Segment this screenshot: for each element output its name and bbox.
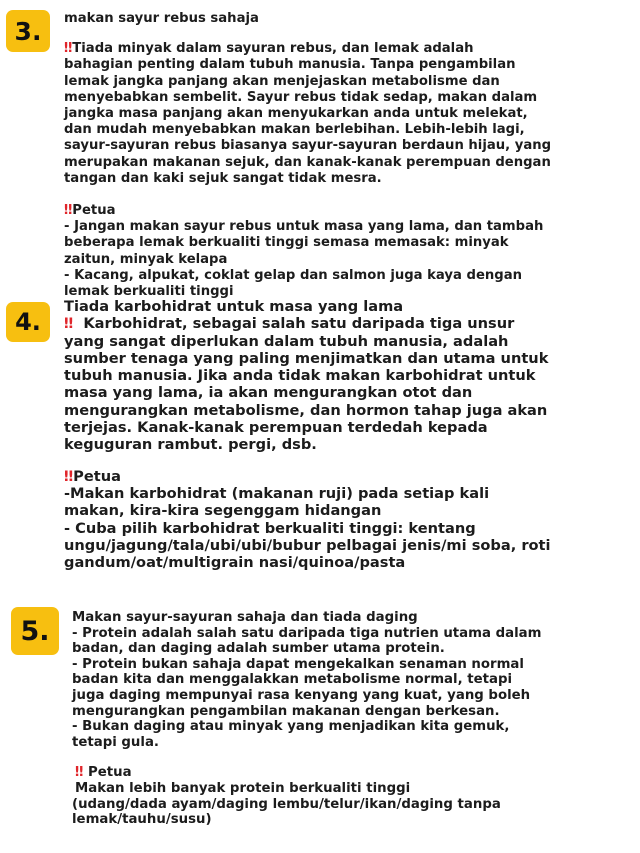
paragraph-line: lemak jangka panjang akan menjejaskan metabolisme dan <box>64 73 500 89</box>
section-3 <box>64 11 551 300</box>
paragraph-line: menyebabkan sembelit. Sayur rebus tidak sedap, makan dalam <box>64 89 538 105</box>
tip-line: zaitun, minyak kelapa <box>64 251 228 267</box>
tip-line: Makan lebih banyak protein berkualiti tinggi <box>75 780 411 796</box>
tip-line: - Kacang, alpukat, coklat gelap dan salmon juga kaya dengan <box>64 267 523 283</box>
paragraph-line: - Protein bukan sahaja dapat mengekalkan senaman normal <box>72 656 524 672</box>
paragraph-line: dan mudah menyebabkan makan berlebihan. Lebih-lebih lagi, <box>64 122 525 138</box>
section-title: Tiada karbohidrat untuk masa yang lama <box>64 298 404 315</box>
paragraph-line: juga daging mempunyai rasa kenyang yang kuat, yang boleh <box>72 687 531 703</box>
tip-heading: ‼ Petua <box>75 765 132 781</box>
tip-line: ungu/jagung/tala/ubi/ubi/bubur pelbagai jenis/mi soba, roti <box>64 536 551 554</box>
section-number-badge: 4. <box>6 302 50 342</box>
double-exclamation-icon: ‼ <box>64 467 72 485</box>
double-exclamation-icon: ‼ <box>75 765 82 781</box>
double-exclamation-icon: ‼ <box>64 203 71 219</box>
paragraph-line: ‼ Tiada minyak dalam sayuran rebus, dan lemak adalah <box>64 41 474 57</box>
tip-line: -Makan karbohidrat (makanan ruji) pada setiap kali <box>64 484 490 502</box>
tip-line: (udang/dada ayam/daging lembu/telur/ikan/daging tanpa <box>72 796 501 812</box>
paragraph-line: mengurangkan pengambilan makanan dengan berkesan. <box>72 703 500 719</box>
paragraph-line: yang sangat diperlukan dalam tubuh manusia, adalah <box>64 332 509 350</box>
paragraph-line: merupakan makanan sejuk, dan kanak-kanak perempuan dengan <box>64 154 551 170</box>
paragraph-line: bahagian penting dalam tubuh manusia. Tanpa pengambilan <box>64 57 516 73</box>
tip-line: lemak/tauhu/susu) <box>72 812 212 828</box>
paragraph-line: tetapi gula. <box>72 734 159 750</box>
double-exclamation-icon: ‼ <box>64 315 72 333</box>
paragraph-line: tubuh manusia. Jika anda tidak makan karbohidrat untuk <box>64 367 536 385</box>
tip-heading: ‼ Petua <box>64 467 121 485</box>
tip-heading: ‼ Petua <box>64 203 116 219</box>
tip-line: lemak berkualiti tinggi <box>64 284 234 300</box>
section-title: makan sayur rebus sahaja <box>64 11 259 26</box>
section-number-badge: 5. <box>11 607 59 655</box>
section-5 <box>72 610 541 828</box>
section-title: Makan sayur-sayuran sahaja dan tiada daging <box>72 610 418 625</box>
paragraph-line: jangka masa panjang akan menyukarkan anda untuk melekat, <box>64 106 528 122</box>
tip-line: - Cuba pilih karbohidrat berkualiti tinggi: kentang <box>64 519 476 537</box>
paragraph-line: masa yang lama, ia akan mengurangkan otot dan <box>64 384 473 402</box>
section-4 <box>64 298 551 571</box>
paragraph-line: tangan dan kaki sejuk sangat tidak mesra. <box>64 170 382 186</box>
tip-line: gandum/oat/multigrain nasi/quinoa/pasta <box>64 554 406 572</box>
paragraph-line: keguguran rambut. pergi, dsb. <box>64 436 317 454</box>
paragraph-line: sayur-sayuran rebus biasanya sayur-sayuran berdaun hijau, yang <box>64 138 552 154</box>
double-exclamation-icon: ‼ <box>64 41 71 57</box>
tip-line: makan, kira-kira segenggam hidangan <box>64 502 382 520</box>
tip-line: beberapa lemak berkualiti tinggi semasa memasak: minyak <box>64 235 509 251</box>
paragraph-line: terjejas. Kanak-kanak perempuan terdedah kepada <box>64 419 488 437</box>
paragraph-line: ‼ Karbohidrat, sebagai salah satu daripada tiga unsur <box>64 315 515 333</box>
paragraph-line: - Bukan daging atau minyak yang menjadikan kita gemuk, <box>72 719 510 735</box>
paragraph-line: badan kita dan menggalakkan metabolisme normal, tetapi <box>72 672 513 688</box>
paragraph-line: mengurangkan metabolisme, dan hormon tahap juga akan <box>64 401 548 419</box>
paragraph-line: badan, dan daging adalah sumber utama protein. <box>72 641 445 657</box>
section-number-badge: 3. <box>6 10 50 52</box>
paragraph-line: - Protein adalah salah satu daripada tiga nutrien utama dalam <box>72 625 542 641</box>
paragraph-line: sumber tenaga yang paling menjimatkan dan utama untuk <box>64 349 549 367</box>
tip-line: - Jangan makan sayur rebus untuk masa yang lama, dan tambah <box>64 219 544 235</box>
